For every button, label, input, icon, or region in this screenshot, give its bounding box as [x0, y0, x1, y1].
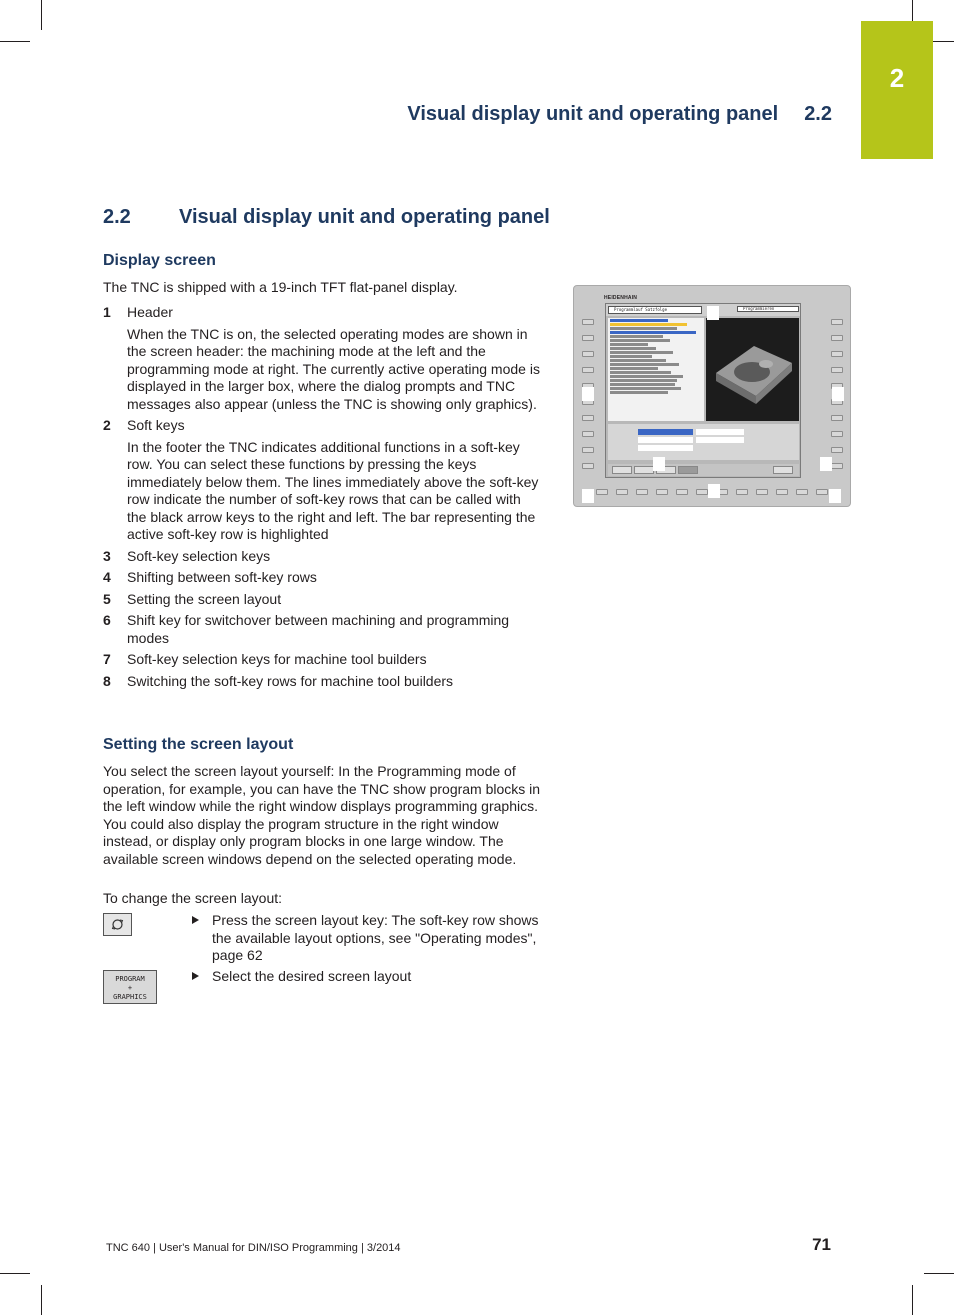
- soft-key-selection-key: [831, 415, 843, 421]
- program-graphics-softkey[interactable]: [103, 970, 157, 1004]
- graphics-window: [706, 318, 799, 421]
- item-description: In the footer the TNC indicates additional functions in a soft-key row. You can select these functions by pressing the keys immediately below them. The lines immediately above the soft-key row indicate the number of soft-key rows that can be called with the black arrow keys to the right and left. The bar representing the active soft-key row is highlighted: [127, 438, 539, 542]
- position-row: [638, 429, 693, 435]
- tnc-display: [605, 303, 801, 478]
- screen-soft-key: [678, 466, 698, 474]
- soft-key-selection-key: [616, 489, 628, 495]
- soft-key-selection-key: [582, 431, 594, 437]
- change-layout-label: To change the screen layout:: [103, 890, 283, 906]
- softkey-label-line: +: [127, 984, 133, 992]
- soft-key-selection-key: [831, 351, 843, 357]
- soft-key-selection-key: [656, 489, 668, 495]
- callout-box: [829, 489, 841, 503]
- item-label: Shifting between soft-key rows: [127, 569, 317, 585]
- list-item: [103, 673, 543, 691]
- soft-key-selection-key: [831, 447, 843, 453]
- list-item: [103, 304, 543, 413]
- list-item: [103, 612, 543, 647]
- chapter-number: 2: [889, 63, 905, 93]
- program-line: [610, 387, 681, 390]
- page-number: 71: [812, 1235, 831, 1254]
- position-row: [638, 445, 693, 451]
- screen-soft-key: [773, 466, 793, 474]
- item-label: Shift key for switchover between machining and programming modes: [127, 612, 510, 646]
- tnc-screen-photo: [573, 285, 851, 507]
- item-number: 3: [103, 547, 111, 564]
- bullet-arrow-icon: [192, 972, 199, 980]
- soft-key-selection-key: [696, 489, 708, 495]
- program-line: [610, 383, 675, 386]
- soft-key-selection-key: [831, 367, 843, 373]
- softkey-label-line: PROGRAM: [115, 975, 145, 983]
- item-number: 4: [103, 569, 111, 585]
- callout-box: [653, 457, 665, 471]
- item-number: 5: [103, 590, 111, 607]
- running-number: 2.2: [804, 103, 832, 125]
- soft-key-selection-key: [776, 489, 788, 495]
- soft-key-row: [608, 464, 799, 476]
- soft-key-selection-key: [676, 489, 688, 495]
- step-item: [192, 912, 542, 965]
- soft-key-selection-key: [756, 489, 768, 495]
- step-item: [192, 968, 542, 986]
- soft-key-selection-key: [816, 489, 828, 495]
- callout-box: [582, 387, 594, 401]
- program-line: [610, 351, 673, 354]
- machining-mode-box: Programmlauf Satzfolge: [608, 306, 702, 314]
- layout-body: You select the screen layout yourself: In the Programming mode of operation, for example, you can have the TNC show program blocks in the left window while the right window displays programming graphics. You could also display the program structure in the right window instead, or display only program blocks in one large window. The available screen windows depend on the selected operating mode.: [103, 763, 541, 867]
- item-number: 2: [103, 417, 111, 433]
- crop-mark: [924, 1273, 954, 1274]
- soft-key-selection-key: [582, 447, 594, 453]
- running-title: Visual display unit and operating panel: [407, 103, 779, 125]
- soft-key-selection-key: [796, 489, 808, 495]
- list-item: [103, 548, 543, 566]
- section-number: 2.2: [103, 206, 131, 228]
- crop-mark: [0, 1273, 30, 1274]
- callout-box: [582, 489, 594, 503]
- display-screen-intro: The TNC is shipped with a 19-inch TFT flat-panel display.: [103, 279, 458, 295]
- soft-key-selection-key: [636, 489, 648, 495]
- soft-key-selection-key: [582, 415, 594, 421]
- program-line: [610, 339, 670, 342]
- program-line: [610, 367, 658, 370]
- item-label: Soft keys: [127, 417, 185, 433]
- soft-key-selection-key: [831, 335, 843, 341]
- soft-key-selection-key: [582, 335, 594, 341]
- program-window: [608, 318, 704, 421]
- step-text: Press the screen layout key: The soft-key row shows the available layout options, see "Operating modes", page 62: [212, 912, 539, 963]
- program-line: [610, 355, 652, 358]
- item-label: Soft-key selection keys for machine tool builders: [127, 651, 427, 667]
- list-item: [103, 591, 543, 609]
- soft-key-selection-key: [582, 319, 594, 325]
- callout-box: [832, 387, 844, 401]
- position-row: [696, 437, 744, 443]
- item-number: 1: [103, 304, 111, 320]
- item-number: 7: [103, 651, 111, 667]
- crop-mark: [41, 0, 42, 30]
- program-line: [610, 371, 671, 374]
- softkey-label-line: GRAPHICS: [113, 993, 147, 1001]
- soft-key-selection-key: [831, 431, 843, 437]
- program-line: [610, 359, 666, 362]
- soft-key-selection-key: [831, 463, 843, 469]
- program-line: [610, 343, 648, 346]
- crop-mark: [41, 1285, 42, 1315]
- position-display: [608, 424, 799, 460]
- program-line: [610, 363, 679, 366]
- soft-key-selection-key: [736, 489, 748, 495]
- soft-key-selection-key: [582, 463, 594, 469]
- chapter-tab: [861, 21, 933, 159]
- brand-logo: HEIDENHAIN: [604, 295, 638, 301]
- program-line: [610, 391, 668, 394]
- crop-mark: [912, 1285, 913, 1315]
- program-line: [610, 331, 696, 334]
- program-line: [610, 335, 663, 338]
- program-line: [610, 327, 677, 330]
- list-item: [103, 417, 543, 544]
- program-line: [610, 347, 656, 350]
- position-row: [638, 437, 693, 443]
- soft-key-selection-key: [582, 367, 594, 373]
- item-number: 6: [103, 612, 111, 628]
- item-label: Header: [127, 304, 173, 320]
- screen-header: [606, 304, 800, 316]
- item-number: 8: [103, 672, 111, 689]
- workpiece-graphic: [706, 318, 799, 421]
- list-item: [103, 569, 543, 587]
- screen-layout-key[interactable]: [103, 913, 132, 936]
- screen-soft-key: [634, 466, 654, 474]
- item-label: Setting the screen layout: [127, 590, 282, 607]
- soft-key-selection-key: [831, 319, 843, 325]
- program-line: [610, 375, 683, 378]
- list-item: [103, 651, 543, 669]
- step-text: Select the desired screen layout: [212, 968, 412, 984]
- item-label: Soft-key selection keys: [127, 547, 271, 564]
- position-row: [696, 429, 744, 435]
- item-label: Switching the soft-key rows for machine tool builders: [127, 672, 454, 689]
- programming-mode-box: Programmieren: [737, 306, 799, 312]
- section-title-text: Visual display unit and operating panel: [179, 206, 550, 228]
- screen-soft-key: [612, 466, 632, 474]
- callout-box: [708, 484, 720, 498]
- section-title: [103, 206, 550, 229]
- callout-list: [103, 304, 543, 694]
- callout-box: [820, 457, 832, 471]
- callout-box: [707, 306, 719, 320]
- item-description: When the TNC is on, the selected operating modes are shown in the screen header: the machining mode at the left and the programming mode at right. The currently active operating mode is displayed in the larger box, where the dialog prompts and TNC messages also appear (unless the TNC is showing only graphics).: [127, 325, 540, 412]
- program-line: [610, 323, 687, 326]
- layout-heading: Setting the screen layout: [103, 736, 294, 753]
- soft-key-selection-key: [596, 489, 608, 495]
- program-line: [610, 319, 668, 322]
- crop-mark: [0, 41, 30, 42]
- footer-text: TNC 640 | User's Manual for DIN/ISO Programming | 3/2014: [106, 1242, 401, 1254]
- running-header: [407, 103, 832, 126]
- soft-key-selection-key: [582, 351, 594, 357]
- bullet-arrow-icon: [192, 916, 199, 924]
- layout-cycle-icon: [111, 918, 124, 931]
- display-screen-heading: Display screen: [103, 252, 216, 269]
- program-line: [610, 379, 677, 382]
